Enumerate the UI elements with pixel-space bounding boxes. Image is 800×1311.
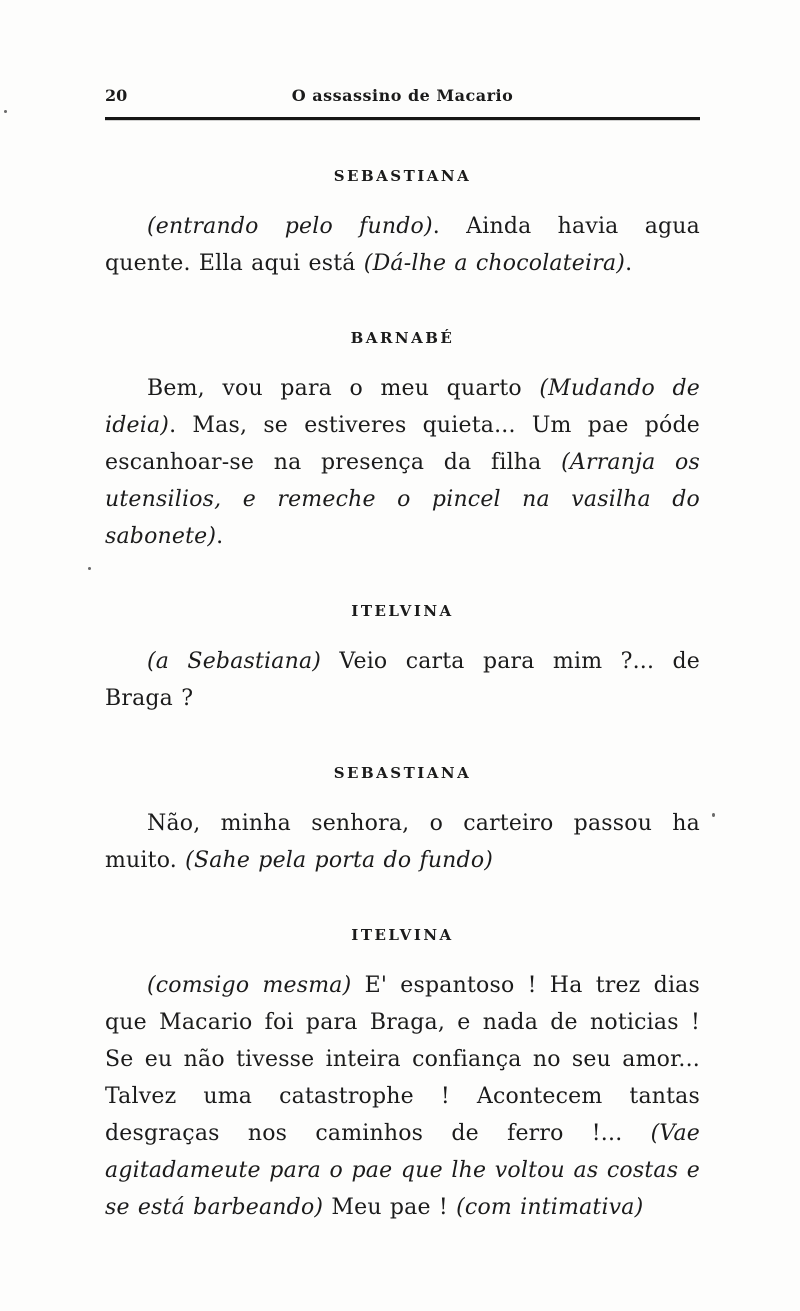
- stage-direction: (Sahe pela porta do fundo): [185, 848, 494, 873]
- dialogue-paragraph: [105, 805, 700, 879]
- dialogue-text: . Mas, se estiveres quieta... Um pae póde escanhoar-se na presença da filha: [105, 413, 700, 475]
- dialogue-text: Veio carta para mim ?... de Braga ?: [105, 649, 701, 711]
- speaker-heading: BARNABÉ: [350, 329, 455, 347]
- dialogue-text: Meu pae !: [323, 1195, 457, 1220]
- dialogue-text: E' espantoso ! Ha trez dias que Macario foi para Braga, e nada de noticias ! Se eu não tivesse inteira confiança no seu amor... Talvez uma catastrophe ! Acontecem tantas desgraças nos caminhos de ferro !...: [105, 973, 700, 1146]
- stage-direction: (entrando pelo fundo): [147, 214, 433, 239]
- speaker-heading: ITELVINA: [351, 602, 454, 620]
- page-header: [105, 86, 700, 108]
- speaker-heading: ITELVINA: [351, 926, 454, 944]
- stage-direction: (Mudando de ideia): [105, 376, 701, 438]
- dialogue-text: . Ainda havia agua quente. Ella aqui está: [105, 214, 700, 276]
- page-number: 20: [105, 86, 128, 105]
- dialogue-text: Bem, vou para o meu quarto: [147, 376, 540, 401]
- stage-direction: (comsigo mesma): [147, 973, 352, 998]
- stage-direction: (Arranja os utensilios, e remeche o pincel na vasilha do sabonete): [105, 450, 700, 549]
- dialogue-paragraph: [105, 370, 700, 555]
- dialogue-paragraph: [105, 208, 700, 282]
- dialogue-paragraph: [105, 643, 700, 717]
- dialogue-paragraph: [105, 967, 700, 1226]
- dialogue-text: .: [216, 524, 224, 549]
- header-rule: [105, 117, 700, 120]
- running-title: O assassino de Macario: [291, 86, 514, 105]
- scan-speck: [88, 567, 91, 570]
- play-text: [105, 168, 700, 1226]
- stage-direction: (a Sebastiana): [147, 649, 322, 674]
- speaker-heading: SEBASTIANA: [333, 167, 472, 185]
- stage-direction: (com intimativa): [456, 1195, 644, 1220]
- dialogue-text: .: [625, 251, 633, 276]
- dialogue-text: Não, minha senhora, o carteiro passou ha muito.: [105, 811, 700, 873]
- scan-speck: [4, 110, 7, 113]
- stage-direction: (Dá-lhe a chocolateira): [363, 251, 626, 276]
- scan-speck: [712, 813, 715, 817]
- stage-direction: (Vae agitadameute para o pae que lhe voltou as costas e se está barbeando): [105, 1121, 700, 1220]
- speaker-heading: SEBASTIANA: [333, 764, 472, 782]
